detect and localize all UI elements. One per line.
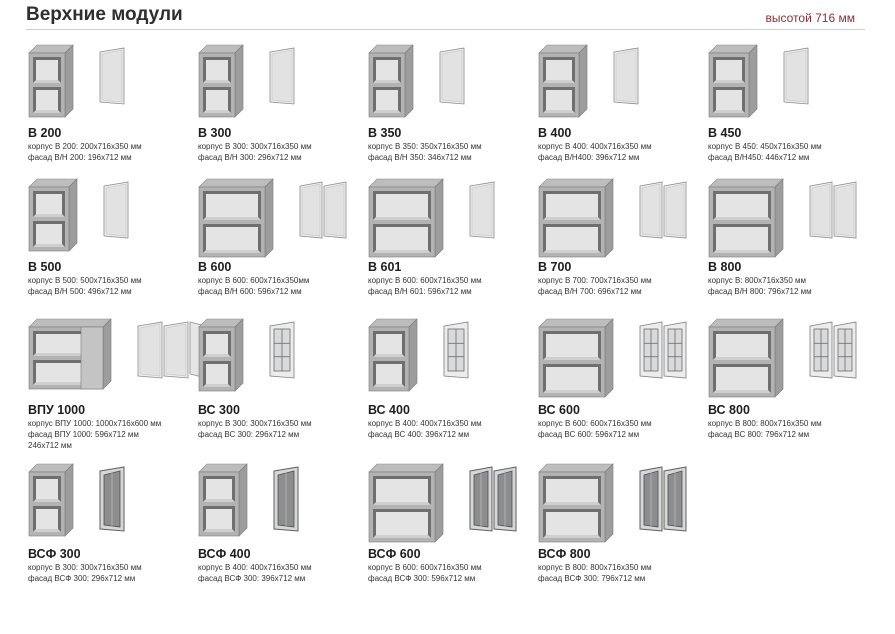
module-images [538,463,708,543]
module-card [198,178,368,296]
body-dimensions: корпус В 600: 600х716х350 мм [538,419,652,428]
facade-dimensions: 246х712 мм [28,441,72,450]
body-dimensions: корпус В 600: 600х716х350 мм [368,276,482,285]
module-code: В 200 [28,126,62,140]
facade-dimensions: фасад ВС 600: 596х712 мм [538,430,640,439]
module-code: ВСФ 300 [28,547,81,561]
module-card [708,178,878,296]
height-note: высотой 716 мм [765,11,855,25]
door-facade-image [272,463,302,537]
page-title: Верхние модули [26,4,183,25]
door-facade-image [808,178,860,244]
module-code: В 800 [708,260,742,274]
module-card [198,463,368,583]
module-images [538,318,708,398]
module-images [708,178,878,258]
facade-dimensions: фасад В/Н400: 396х712 мм [538,153,640,162]
module-images [198,44,368,124]
facade-dimensions: фасад ВС 300: 296х712 мм [198,430,300,439]
body-dimensions: корпус В 500: 500х716х350 мм [28,276,142,285]
module-images [538,44,708,124]
module-images [538,178,708,258]
body-dimensions: корпус В 400: 400х716х350 мм [538,142,652,151]
module-card [368,463,538,583]
module-card [28,44,198,162]
page-header [0,0,895,34]
facade-dimensions: фасад ВСФ 300: 796х712 мм [538,574,646,583]
facade-dimensions: фасад В/Н 601: 596х712 мм [368,287,472,296]
module-images [368,463,538,543]
module-card [708,318,878,439]
module-card [28,178,198,296]
module-images [28,178,198,258]
body-dimensions: корпус В 600: 600х716х350 мм [368,563,482,572]
module-code: ВСФ 600 [368,547,421,561]
body-dimensions: корпус В 200: 200х716х350 мм [28,142,142,151]
module-code: В 300 [198,126,232,140]
door-facade-image [638,178,690,244]
cabinet-body-image [538,463,616,545]
module-code: В 350 [368,126,402,140]
body-dimensions: корпус В: 800х716х350 мм [708,276,806,285]
door-facade-image [468,463,520,537]
cabinet-body-image [28,463,76,539]
module-code: В 600 [198,260,232,274]
cabinet-body-image [708,44,760,120]
cabinet-body-image [368,318,420,394]
door-facade-image [612,44,642,110]
door-facade-image [782,44,812,110]
module-code: В 400 [538,126,572,140]
cabinet-body-image [28,178,80,254]
facade-dimensions: фасад ВСФ 300: 596х712 мм [368,574,476,583]
cabinet-body-image [708,178,786,260]
door-facade-image [442,318,472,384]
module-card [198,44,368,162]
facade-dimensions: фасад ВПУ 1000: 596х712 мм [28,430,139,439]
module-images [708,318,878,398]
door-facade-image [468,178,498,244]
module-card [538,318,708,439]
module-code: ВС 800 [708,403,750,417]
facade-dimensions: фасад ВСФ 300: 396х712 мм [198,574,306,583]
module-code: В 700 [538,260,572,274]
facade-dimensions: фасад В/Н 300: 296х712 мм [198,153,302,162]
module-code: ВСФ 400 [198,547,251,561]
body-dimensions: корпус В 400: 400х716х350 мм [368,419,482,428]
body-dimensions: корпус В 400: 400х716х350 мм [198,563,312,572]
facade-dimensions: фасад ВС 800: 796х712 мм [708,430,810,439]
facade-dimensions: фасад В/Н 350: 346х712 мм [368,153,472,162]
door-facade-image [638,463,690,537]
body-dimensions: корпус В 300: 300х716х350 мм [198,419,312,428]
cabinet-body-image [538,178,616,260]
body-dimensions: корпус В 600: 600х716х350мм [198,276,310,285]
module-code: ВС 600 [538,403,580,417]
cabinet-body-image [368,178,446,260]
cabinet-body-image [28,44,76,120]
module-card [708,44,878,162]
facade-dimensions: фасад ВСФ 300: 296х712 мм [28,574,136,583]
module-code: В 450 [708,126,742,140]
facade-dimensions: фасад В/Н 600: 596х712 мм [198,287,302,296]
door-facade-image [298,178,350,244]
body-dimensions: корпус ВПУ 1000: 1000х716х600 мм [28,419,162,428]
module-images [368,44,538,124]
module-code: В 601 [368,260,402,274]
facade-dimensions: фасад В/Н 500: 496х712 мм [28,287,132,296]
module-images [368,318,538,398]
cabinet-body-image [198,318,246,394]
module-images [198,178,368,258]
module-card [368,44,538,162]
body-dimensions: корпус В 800: 800х716х350 мм [708,419,822,428]
module-card [538,44,708,162]
body-dimensions: корпус В 800: 800х716х350 мм [538,563,652,572]
module-card [368,178,538,296]
body-dimensions: корпус В 300: 300х716х350 мм [28,563,142,572]
door-facade-image [268,44,298,110]
module-images [368,178,538,258]
cabinet-body-image [538,44,590,120]
module-card [198,318,368,439]
facade-dimensions: фасад ВС 400: 396х712 мм [368,430,470,439]
module-card [538,463,708,583]
body-dimensions: корпус В 300: 300х716х350 мм [198,142,312,151]
facade-dimensions: фасад В/Н 700: 696х712 мм [538,287,642,296]
cabinet-body-image [368,44,416,120]
header-divider [26,29,865,30]
cabinet-body-image [538,318,616,400]
facade-dimensions: фасад В/Н450: 446х712 мм [708,153,810,162]
module-code: В 500 [28,260,62,274]
door-facade-image [102,178,132,244]
door-facade-image [808,318,860,384]
cabinet-body-image [28,318,114,392]
module-card [28,318,198,450]
module-images [198,463,368,543]
cabinet-body-image [198,178,276,260]
module-code: ВСФ 800 [538,547,591,561]
module-images [198,318,368,398]
module-images [28,318,198,398]
module-card [538,178,708,296]
door-facade-image [638,318,690,384]
facade-dimensions: фасад В/Н 800: 796х712 мм [708,287,812,296]
body-dimensions: корпус В 700: 700х716х350 мм [538,276,652,285]
cabinet-body-image [368,463,446,545]
body-dimensions: корпус В 450: 450х716х350 мм [708,142,822,151]
door-facade-image [98,463,128,537]
module-code: ВПУ 1000 [28,403,86,417]
door-facade-image [268,318,298,384]
module-card [368,318,538,439]
facade-dimensions: фасад В/Н 200: 196х712 мм [28,153,132,162]
module-images [708,44,878,124]
door-facade-image [98,44,128,110]
door-facade-image [438,44,468,110]
module-code: ВС 400 [368,403,410,417]
cabinet-body-image [198,463,250,539]
cabinet-body-image [198,44,246,120]
module-images [28,463,198,543]
body-dimensions: корпус В 350: 350х716х350 мм [368,142,482,151]
module-card [28,463,198,583]
cabinet-body-image [708,318,786,400]
module-images [28,44,198,124]
module-code: ВС 300 [198,403,240,417]
